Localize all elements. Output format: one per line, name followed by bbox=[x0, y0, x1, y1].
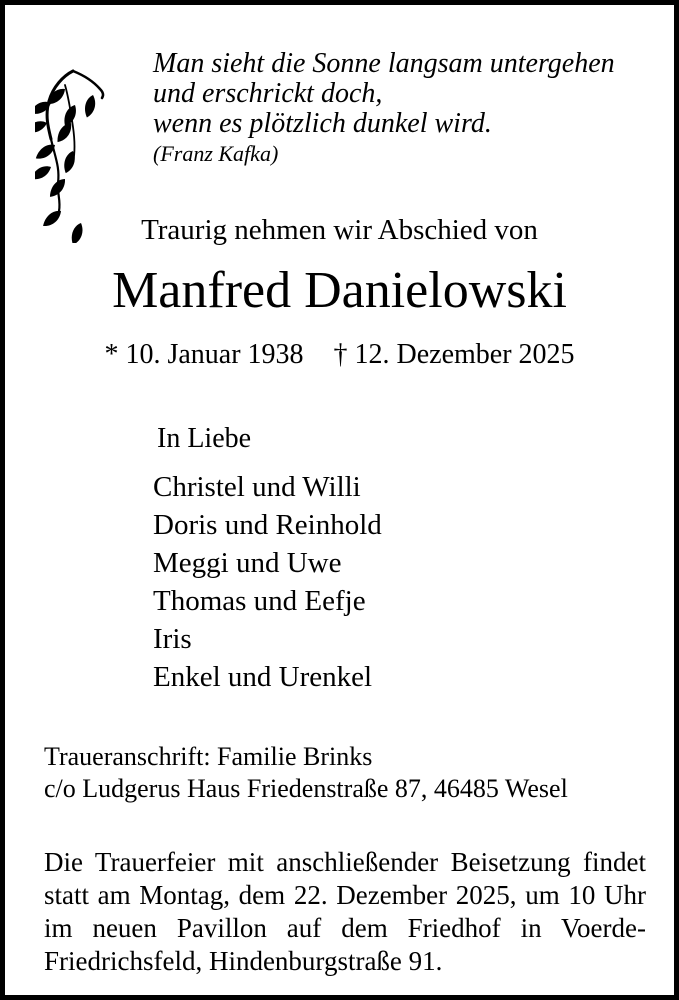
announcement-line: Friedrichsfeld, Hindenburgstraße 91. bbox=[44, 946, 443, 976]
quote-line: und erschrickt doch, bbox=[153, 78, 383, 109]
quote-block bbox=[153, 49, 615, 167]
family-name: Christel und Willi bbox=[153, 471, 361, 503]
life-dates bbox=[5, 339, 674, 371]
address-line: Traueranschrift: Familie Brinks bbox=[44, 742, 373, 771]
birth-date: * 10. Januar 1938 bbox=[104, 339, 304, 370]
announcement-line: statt am Montag, dem 22. Dezember 2025, um 10 Uhr bbox=[44, 880, 646, 910]
deceased-name: Manfred Danielowski bbox=[112, 262, 567, 319]
family-name: Enkel und Urenkel bbox=[153, 661, 373, 693]
family-names-list bbox=[153, 468, 382, 696]
funeral-announcement bbox=[44, 846, 646, 978]
quote-line: Man sieht die Sonne langsam untergehen bbox=[153, 48, 615, 79]
address-line: c/o Ludgerus Haus Friedenstraße 87, 46485 Wesel bbox=[44, 774, 568, 803]
death-date: † 12. Dezember 2025 bbox=[333, 339, 575, 370]
quote-attribution: (Franz Kafka) bbox=[153, 141, 279, 166]
family-name: Doris und Reinhold bbox=[153, 509, 382, 541]
mourning-address bbox=[44, 741, 568, 805]
quote-line: wenn es plötzlich dunkel wird. bbox=[153, 108, 492, 139]
announcement-line: Die Trauerfeier mit anschließender Beisetzung findet bbox=[44, 847, 646, 877]
family-salutation: In Liebe bbox=[157, 423, 252, 454]
intro-line: Traurig nehmen wir Abschied von bbox=[141, 214, 538, 246]
announcement-line: im neuen Pavillon auf dem Friedhof in Voerde- bbox=[44, 913, 646, 943]
family-name: Meggi und Uwe bbox=[153, 547, 342, 579]
family-name: Iris bbox=[153, 623, 192, 655]
family-name: Thomas und Eefje bbox=[153, 585, 366, 617]
